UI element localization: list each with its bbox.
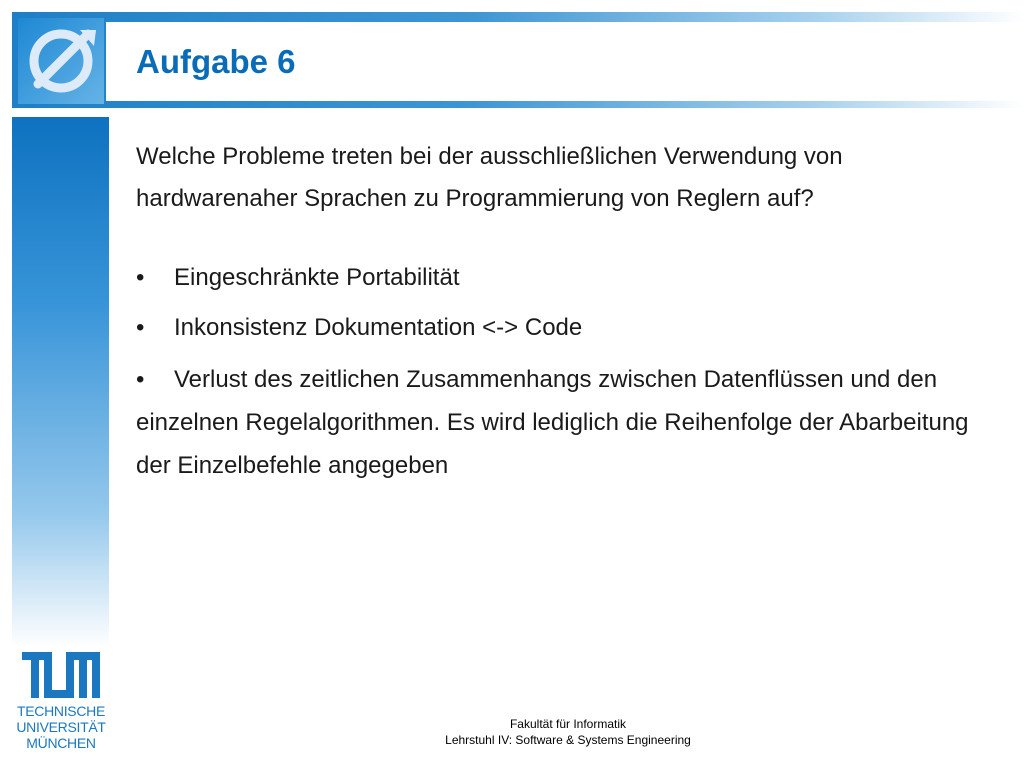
university-name-line-2: UNIVERSITÄT (16, 719, 106, 735)
bullet-text: Eingeschränkte Portabilität (174, 264, 460, 291)
chair-logo-icon (18, 18, 104, 104)
footer-faculty: Fakultät für Informatik (509, 717, 627, 731)
bullet-icon: • (136, 264, 145, 291)
university-name-line-3: MÜNCHEN (26, 735, 96, 751)
question-text: Welche Probleme treten bei der ausschließlichen Verwendung von hardwarenaher Sprachen zu Programmierung von Reglern auf? (136, 143, 843, 212)
list-item (136, 358, 996, 487)
list-item (136, 308, 996, 348)
left-sidebar-bar (12, 117, 109, 647)
bullet-icon: • (136, 314, 145, 341)
slide-title: Aufgabe 6 (136, 43, 296, 80)
tum-mark-icon (22, 652, 100, 698)
chair-logo (18, 18, 104, 104)
bullet-list (136, 258, 996, 487)
slide-footer (368, 716, 768, 748)
tum-logo (12, 652, 110, 751)
slide-content (136, 136, 996, 497)
footer-chair: Lehrstuhl IV: Software & Systems Engineering (445, 733, 691, 747)
bullet-text: Inkonsistenz Dokumentation <-> Code (174, 314, 583, 341)
list-item (136, 258, 996, 298)
bullet-icon: • (136, 366, 145, 393)
university-name-line-1: TECHNISCHE (16, 703, 105, 719)
bullet-text: Verlust des zeitlichen Zusammenhangs zwischen Datenflüssen und den einzelnen Regelalgorithmen. Es wird lediglich die Reihenfolge der Abarbeitung der Einzelbefehle angegeben (136, 366, 969, 479)
